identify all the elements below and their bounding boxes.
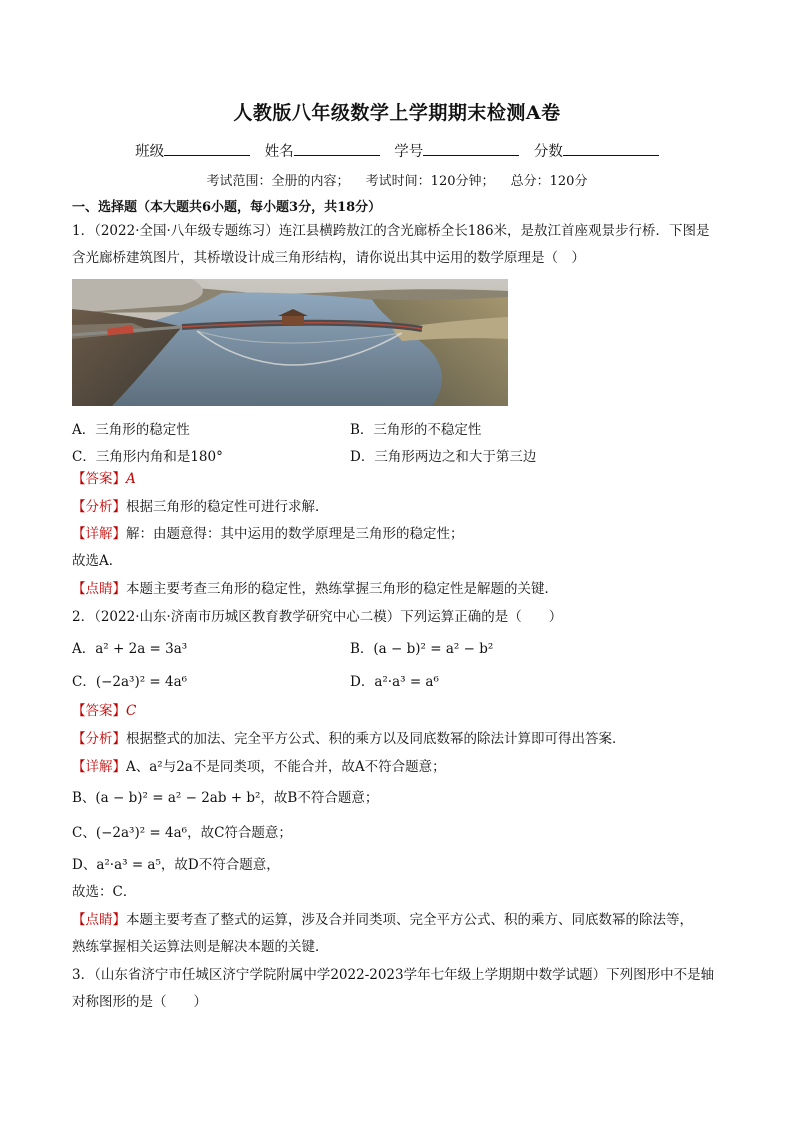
q1-option-b[interactable]: B．三角形的不稳定性 — [350, 422, 482, 438]
q1-analysis-text: 根据三角形的稳定性可进行求解． — [126, 499, 329, 515]
bridge-photo — [72, 279, 508, 406]
q2-analysis-tag: 【分析】 — [72, 731, 126, 747]
q1-option-c[interactable]: C．三角形内角和是180° — [72, 449, 223, 465]
q2-detail-a-text: A、a²与2a不是同类项，不能合并，故A不符合题意； — [126, 759, 446, 775]
exam-range: 考试范围：全册的内容； — [206, 174, 350, 189]
q2-choose-line: 故选：C． — [72, 884, 137, 900]
q2-detail-line-d: D、a²·a³ = a⁵，故D不符合题意， — [72, 857, 280, 873]
q2-answer-value: C — [126, 703, 137, 719]
q2-option-c[interactable]: C．(−2a³)² = 4a⁶ — [72, 674, 188, 690]
q2-comment-text1: 本题主要考查了整式的运算，涉及合并同类项、完全平方公式、积的乘方、同底数幂的除法等， — [126, 912, 693, 928]
q2-answer-tag: 【答案】 — [72, 703, 126, 719]
score-label: 分数 — [533, 144, 563, 160]
q1-stem-line1: 1．（2022·全国·八年级专题练习）连江县横跨敖江的含光廊桥全长186米，是敖江首座观景步行桥．下图是 — [72, 223, 710, 239]
name-blank[interactable] — [294, 141, 380, 156]
q1-detail-tag: 【详解】 — [72, 526, 126, 542]
exam-scope-line — [0, 170, 794, 189]
q1-stem-line2: 含光廊桥建筑图片，其桥墩设计成三角形结构，请你说出其中运用的数学原理是（ ） — [72, 250, 585, 266]
exam-total: 总分：120分 — [510, 174, 588, 189]
q3-stem-line1: 3．（山东省济宁市任城区济宁学院附属中学2022-2023学年七年级上学期期中数学试题）下列图形中不是轴 — [72, 967, 715, 983]
q1-comment-text: 本题主要考查三角形的稳定性，熟练掌握三角形的稳定性是解题的关键． — [126, 581, 558, 597]
q2-option-a[interactable]: A．a² + 2a = 3a³ — [72, 641, 188, 657]
page-title: 人教版八年级数学上学期期末检测A卷 — [233, 102, 561, 124]
q2-detail-line-a — [72, 754, 446, 780]
q2-analysis-text: 根据整式的加法、完全平方公式、积的乘方以及同底数幂的除法计算即可得出答案． — [126, 731, 626, 747]
q3-stem-line2: 对称图形的是（ ） — [72, 994, 207, 1010]
number-blank[interactable] — [423, 141, 519, 156]
bridge-photo-illustration — [72, 279, 508, 406]
q2-answer-line — [72, 698, 136, 724]
q2-comment-line1 — [72, 907, 693, 933]
q1-detail-text: 解：由题意得：其中运用的数学原理是三角形的稳定性； — [126, 526, 464, 542]
q2-detail-line-c: C、(−2a³)² = 4a⁶，故C符合题意； — [72, 825, 292, 841]
name-label: 姓名 — [264, 144, 294, 160]
q1-comment-line — [72, 576, 558, 602]
q1-option-a[interactable]: A．三角形的稳定性 — [72, 422, 190, 438]
exam-time: 考试时间：120分钟； — [365, 174, 495, 189]
q1-detail-line — [72, 521, 464, 547]
q1-answer-line — [72, 466, 136, 492]
class-label: 班级 — [135, 144, 165, 160]
q2-stem-line1: 2．（2022·山东·济南市历城区教育教学研究中心二模）下列运算正确的是（ ） — [72, 609, 563, 625]
q1-answer-tag: 【答案】 — [72, 471, 126, 487]
q2-option-b[interactable]: B．(a − b)² = a² − b² — [350, 641, 494, 657]
q2-comment-tag: 【点睛】 — [72, 912, 126, 928]
number-label: 学号 — [394, 144, 424, 160]
student-info-line — [0, 140, 794, 161]
q1-choose-line: 故选A． — [72, 553, 123, 569]
class-blank[interactable] — [164, 141, 250, 156]
q1-option-d[interactable]: D．三角形两边之和大于第三边 — [350, 449, 537, 465]
q1-answer-value: A — [126, 471, 136, 487]
q2-comment-line2: 熟练掌握相关运算法则是解决本题的关键． — [72, 939, 329, 955]
q1-comment-tag: 【点睛】 — [72, 581, 126, 597]
q2-detail-tag: 【详解】 — [72, 759, 126, 775]
q2-option-d[interactable]: D．a²·a³ = a⁶ — [350, 674, 439, 690]
section-heading: 一、选择题（本大题共6小题，每小题3分，共18分） — [72, 200, 382, 215]
q1-analysis-line — [72, 494, 329, 520]
q1-analysis-tag: 【分析】 — [72, 499, 126, 515]
q2-detail-line-b: B、(a − b)² = a² − 2ab + b²，故B不符合题意； — [72, 790, 379, 806]
q2-analysis-line — [72, 726, 626, 752]
score-blank[interactable] — [563, 141, 659, 156]
